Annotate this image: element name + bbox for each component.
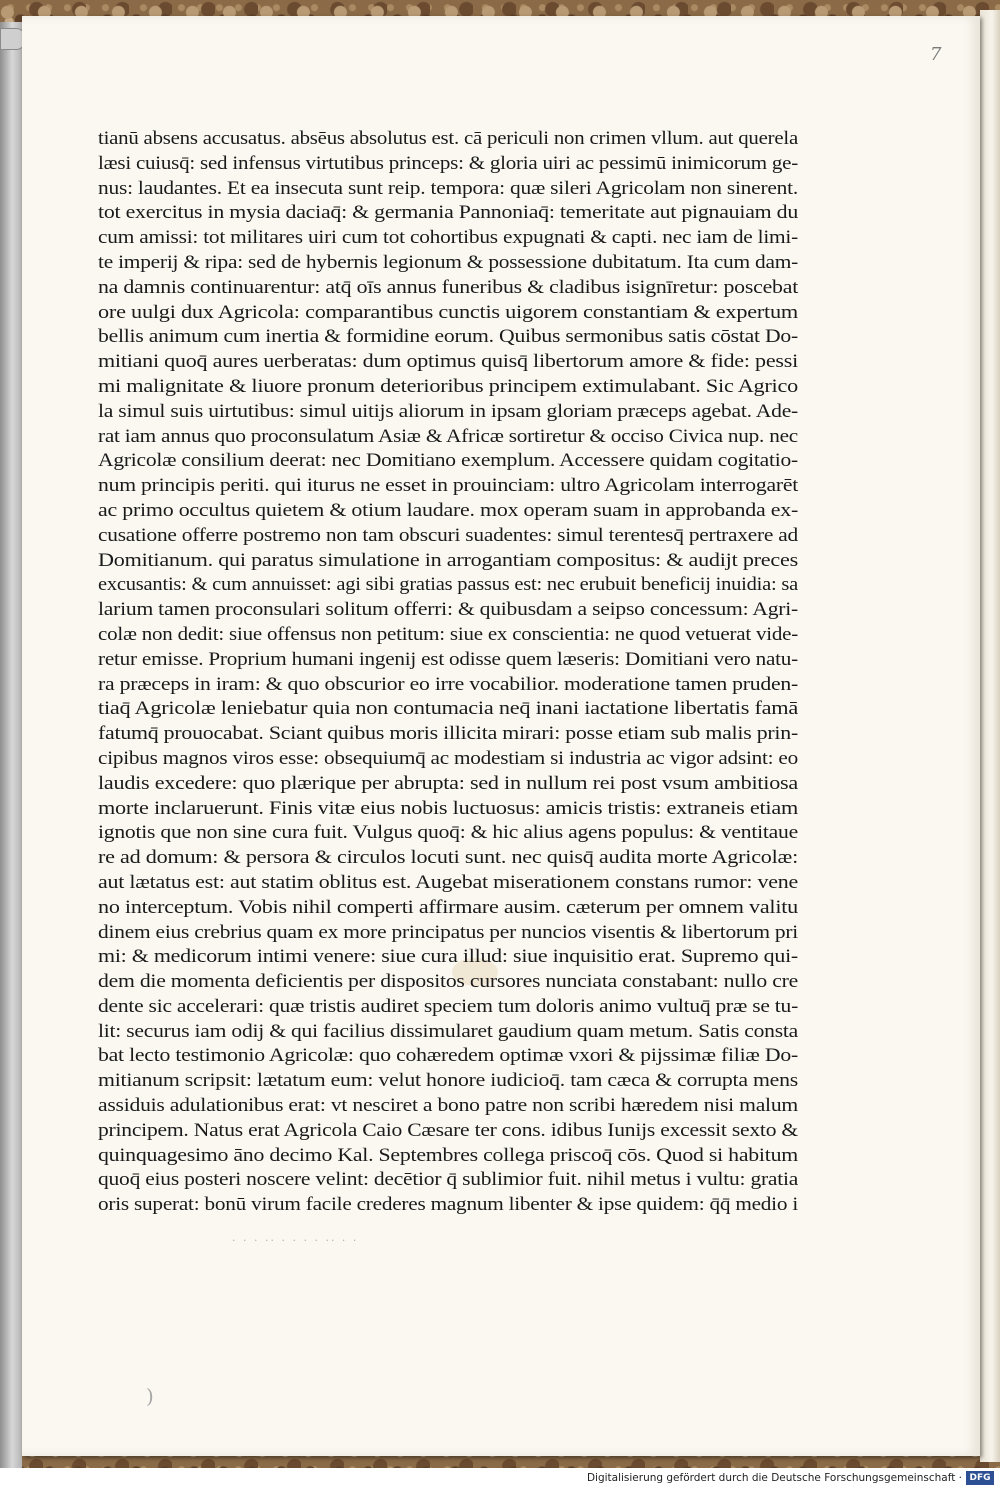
text-line: te imperij & ripa: sed de hybernis legionum & possessione dubitatum. Ita cum dam- (98, 251, 799, 273)
text-line: aut lætatus est: aut statim oblitus est. Augebat miserationem constans rumor: vene (98, 871, 799, 893)
text-line: læsi cuiusq̄: sed infensus virtutibus princeps: & gloria uiri ac pessimū inimicorum ge- (98, 152, 798, 174)
text-line: Domitianum. qui paratus simulatione in arrogantiam compositus: & audijt preces (98, 549, 798, 571)
text-line: lit: securus iam odij & qui facilius dissimularet gaudium quam metum. Satis consta (98, 1020, 799, 1042)
text-line: quoq̄ eius posteri noscere velint: decētior q̄ sublimior fuit. nihil metus i vultu: gratia (98, 1169, 799, 1191)
page-edge-right (980, 10, 1000, 1462)
text-line: la simul suis uirtutibus: simul uitijs aliorum in ipsam gloriam præceps agebat. Ade- (98, 400, 799, 422)
text-line: ignotis que non sine cura fuit. Vulgus quoq̄: & hic alius agens populus: & ventitaue (98, 822, 798, 844)
text-line: mitianum scripsit: lætatum eum: velut honore iudicioq̄. tam cæca & corrupta mens (98, 1070, 798, 1092)
text-line: re ad domum: & persora & circulos locuti sunt. nec quisq̄ audita morte Agricolæ: (98, 847, 799, 869)
text-line: retur emisse. Proprium humani ingenij est odisse quem læseris: Domitiani vero natu- (98, 648, 798, 670)
stray-ink-marks: · · · ·· · · · · ·· · · (232, 1234, 359, 1247)
text-line: nus: laudantes. Et ea insecuta sunt reip. tempora: quæ sileri Agricolam non sinerent. (98, 177, 798, 199)
text-line: dinem eius crebrius quam ex more principatus per nuncios visentis & libertorum pri (98, 921, 799, 943)
dfg-logo: DFG (966, 1471, 994, 1485)
text-line: larium tamen proconsulari solitum offerri: & quibusdam a seipso concessum: Agri- (98, 599, 798, 621)
text-line: oris superat: bonū virum facile crederes magnum libenter & ipse quidem: q̄q̄ medio i (98, 1194, 799, 1216)
text-line: tot exercitus in mysia daciaq̄: & germania Pannoniaq̄: temeritate aut pignauiam du (98, 202, 799, 224)
text-line: bat lecto testimonio Agricolæ: quo cohæredem optimæ vxori & pijssimæ filiæ Do- (98, 1045, 799, 1067)
text-line: no interceptum. Vobis nihil comperti affirmare ausim. cæterum per omnem valitu (98, 896, 798, 918)
text-line: ra præceps in iram: & quo obscurior eo irre vocabilior. moderatione tamen pruden- (98, 673, 799, 695)
text-line: num principis periti. qui iturus ne esset in prouinciam: ultro Agricolam interrogarēt (98, 475, 799, 497)
text-line: dem die momenta deficientis per dispositos cursores nunciata constabant: nullo cre (98, 971, 798, 993)
text-line: laudis excedere: quo plærique per abrupta: sed in nullum rei post vsum ambitiosa (98, 772, 799, 794)
text-line: principem. Natus erat Agricola Caio Cæsare ter cons. idibus Iunijs excessit sexto & (98, 1119, 798, 1141)
text-line: rat iam annus quo proconsulatum Asiæ & Africæ sortiretur & occiso Civica nup. nec (98, 425, 799, 447)
text-line: tianū absens accusatus. absēus absolutus est. cā periculi non crimen vllum. aut querela (98, 128, 798, 149)
text-line: excusantis: & cum annuisset: agi sibi gratias passus est: nec erubuit beneficij inuidia: sa (98, 574, 799, 596)
text-line: mitiani quoq̄ aures uerberatas: dum optimus quisq̄ libertorum amore & fide: pessi (98, 351, 798, 373)
text-line: tiaq̄ Agricolæ leniebatur quia non contumacia neq̄ inani iactatione libertatis famā (98, 698, 799, 720)
text-line: ore uulgi dux Agricola: comparantibus cunctis uigorem constantiam & expertum (98, 301, 798, 323)
margin-bracket-mark: ) (146, 1384, 154, 1408)
text-line: fatumq̄ prouocabat. Sciant quibus moris illicita mirari: posse etiam sub malis prin- (98, 723, 799, 745)
text-block (98, 127, 798, 1218)
folio-number: 7 (930, 44, 942, 65)
text-line: assiduis adulationibus erat: vt nesciret a bono patre non scribi hæredem nisi malum (98, 1095, 798, 1117)
text-line: morte inclaruerunt. Finis vitæ eius nobis luctuosus: amicis tristis: extraneis etiam (98, 797, 799, 819)
text-line: bellis animum cum inertia & formidine eorum. Quibus sermonibus satis cōstat Do- (98, 326, 799, 348)
text-line: dente sic accelerari: quæ tristis audiret speciem tum doloris animo vultuq̄ præ se tu- (98, 995, 799, 1017)
text-line: mi malignitate & liuore pronum deterioribus principem extimulabant. Sic Agrico (98, 375, 799, 397)
text-line: cum amissi: tot militares uiri cum tot cohortibus expugnati & capti. nec iam de limi- (98, 227, 799, 249)
book-spine-left (0, 22, 22, 1468)
text-line: mi: & medicorum intimi venere: siue cura illud: siue inquisitio erat. Supremo qui- (98, 946, 799, 968)
text-line: Agricolæ consilium deerat: nec Domitiano exemplum. Accessere quidam cogitatio- (98, 450, 798, 472)
text-line: ac primo occultus quietem & otium laudare. mox operam suam in approbanda ex- (98, 499, 799, 521)
text-line: na damnis continuarentur: atq̄ oīs annus funeribus & cladibus isignīretur: poscebat (98, 276, 799, 298)
text-line: cusatione offerre postremo non tam obscuri suadentes: simul terentesq̄ pertraxere ad (98, 524, 799, 546)
text-line: cipibus magnos viros esse: obsequiumq̄ ac modestiam si industria ac vigor adsint: eo (98, 747, 799, 769)
dfg-credit: Digitalisierung gefördert durch die Deutsche Forschungsgemeinschaft · (586, 1472, 962, 1484)
text-line: quinquagesimo āno decimo Kal. Septembres collega priscoq̄ cōs. Quod si habitum (98, 1144, 798, 1166)
text-line: colæ non dedit: siue offensus non petitum: siue ex conscientia: ne quod vetuerat vide- (98, 623, 798, 645)
